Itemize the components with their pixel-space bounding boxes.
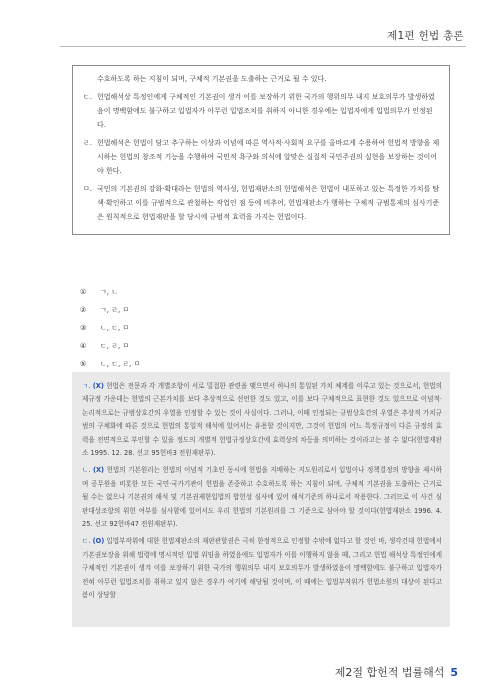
option-text: ㄴ, ㄷ, ㄹ, ㅁ	[100, 360, 141, 368]
option-number: ④	[80, 342, 87, 350]
statement-text: 수호하도록 하는 지침이 되며, 구체적 기본권을 도출하는 근거로 될 수 있다.	[97, 75, 327, 83]
option-number: ②	[80, 306, 87, 314]
verdict-badge: (X)	[92, 382, 104, 390]
statement-text: 헌법해석은 헌법이 담고 추구하는 이상과 이념에 따른 역사적·사회적 요구를 올바르게 수용하여 헌법적 방향을 제시하는 헌법의 창조적 기능을 수행하여 국민적 욕구와 의식에 알맞은 실질적 국민주권의 실현을 보장하는 것이어야 한다.	[97, 139, 440, 175]
answer-options	[80, 283, 140, 373]
option-number: ③	[80, 324, 87, 332]
footer-section-title: 제2절 합헌적 법률해석	[334, 666, 445, 679]
explanation-paragraph	[82, 535, 442, 602]
statement-item	[83, 182, 441, 224]
statement-box	[72, 65, 450, 235]
statement-item	[83, 136, 441, 178]
page-footer	[335, 664, 458, 680]
explanation-paragraph	[82, 380, 442, 460]
explanation-text: 헌법은 전문과 각 개별조항이 서로 밀접한 관련을 맺으면서 하나의 통일된 가치 체계를 이루고 있는 것으로서, 헌법의 제규정 가운데는 헌법의 근본가치를 보다 추상적으로 선언한 것도 있고, 이를 보다 구체적으로 표현한 것도 있으므로 이념적·논리적으로는 규범상호간의 우열을 인정할 수 있는 것이 사실이다. 그러나, 이때 인정되는 규범상호간의 우열은 추상적 가치규범의 구체화에 따른 것으로 헌법의 통일적 해석에 있어서는 유용할 것이지만, 그것이 헌법의 어느 특정규정이 다른 규정의 효력을 전면적으로 부인할 수 있을 정도의 개별적 헌법규정상호간에 효력상의 차등을 의미하는 것이라고는 볼 수 없다(헌법재판소 1995. 12. 28. 선고 95헌바3 전원재판부).	[82, 382, 442, 458]
statement-continuation	[83, 72, 441, 86]
option-text: ㄱ, ㄹ, ㅁ	[100, 306, 130, 314]
running-header-title: 제1편 헌법 총론	[387, 30, 464, 42]
statement-text: 국민의 기본권의 강화·확대라는 헌법의 역사성, 헌법재판소의 헌법해석은 헌법이 내포하고 있는 특정한 가치를 탐색·확인하고 이를 규범적으로 관철하는 작업인 점 등에 비추어, 헌법재판소가 행하는 구체적 규범통제의 심사기준은 원칙적으로 헌법재판을 할 당시에 규범적 효력을 가지는 헌법이다.	[97, 185, 440, 221]
verdict-badge: (X)	[92, 466, 105, 475]
option-number: ①	[80, 288, 87, 296]
explanation-text: 입법부작위에 대한 헌법재판소의 재판관할권은 극히 한정적으로 인정할 수밖에 없다고 할 것인 바, 생각건대 헌법에서 기본권보장을 위해 법령에 명시적인 입법 위임을 하였음에도 입법자가 이를 이행하지 않을 때, 그리고 헌법 해석상 특정인에게 구체적인 기본권이 생겨 이를 보장하기 위한 국가의 행위의무 내지 보호의무가 발생하였음이 명백함에도 불구하고 입법자가 전혀 아무런 입법조치를 취하고 있지 않은 경우가 여기에 해당될 것이며, 이 때에는 입법부작위가 헌법소원의 대상이 된다고 봄이 상당할	[82, 537, 442, 600]
answer-option[interactable]	[80, 301, 140, 319]
option-number: ⑤	[80, 360, 87, 368]
answer-option[interactable]	[80, 283, 140, 301]
explanation-marker: ㄷ.	[82, 537, 91, 546]
verdict-badge: (O)	[92, 537, 105, 546]
statement-item	[83, 90, 441, 132]
page-number: 5	[450, 666, 458, 679]
option-text: ㄴ, ㄷ, ㅁ	[100, 324, 130, 332]
statement-marker: ㅁ.	[83, 185, 92, 193]
explanation-paragraph	[82, 464, 442, 531]
explanation-text: 헌법의 기본원리는 헌법의 이념적 기초인 동시에 헌법을 지배하는 지도원리로서 입법이나 정책결정의 방향을 제시하며 공무원을 비롯한 모든 국민·국가기관이 헌법을 존중하고 수호하도록 하는 지침이 되며, 구체적 기본권을 도출하는 근거로 될 수는 없으나 기본권의 해석 및 기본권제한입법의 합헌성 심사에 있어 해석기준의 하나로서 작용한다. 그러므로 이 사건 심판대상조항의 위헌 여부를 심사함에 있어서도 우리 헌법의 기본원리를 그 기준으로 삼아야 할 것이다(헌법재판소 1996. 4. 25. 선고 92헌바47 전원재판부).	[82, 466, 442, 529]
answer-option[interactable]	[80, 337, 140, 355]
answer-option[interactable]	[80, 355, 140, 373]
option-text: ㄷ, ㄹ, ㅁ	[100, 342, 130, 350]
explanation-marker: ㄱ.	[82, 382, 91, 390]
option-text: ㄱ, ㄴ	[100, 288, 118, 296]
statement-marker: ㄹ.	[83, 139, 92, 147]
statement-marker: ㄷ.	[83, 93, 92, 101]
explanation-box	[72, 372, 450, 627]
statement-text: 헌법해석상 특정인에게 구체적인 기본권이 생겨 이를 보장하기 위한 국가의 행위의무 내지 보호의무가 발생하였음이 명백함에도 불구하고 입법자가 아무런 입법조치를 취하지 아니한 경우에는 입법자에게 입법의무가 인정된다.	[97, 93, 435, 129]
explanation-marker: ㄴ.	[82, 466, 91, 475]
header-divider	[60, 46, 466, 47]
answer-option[interactable]	[80, 319, 140, 337]
